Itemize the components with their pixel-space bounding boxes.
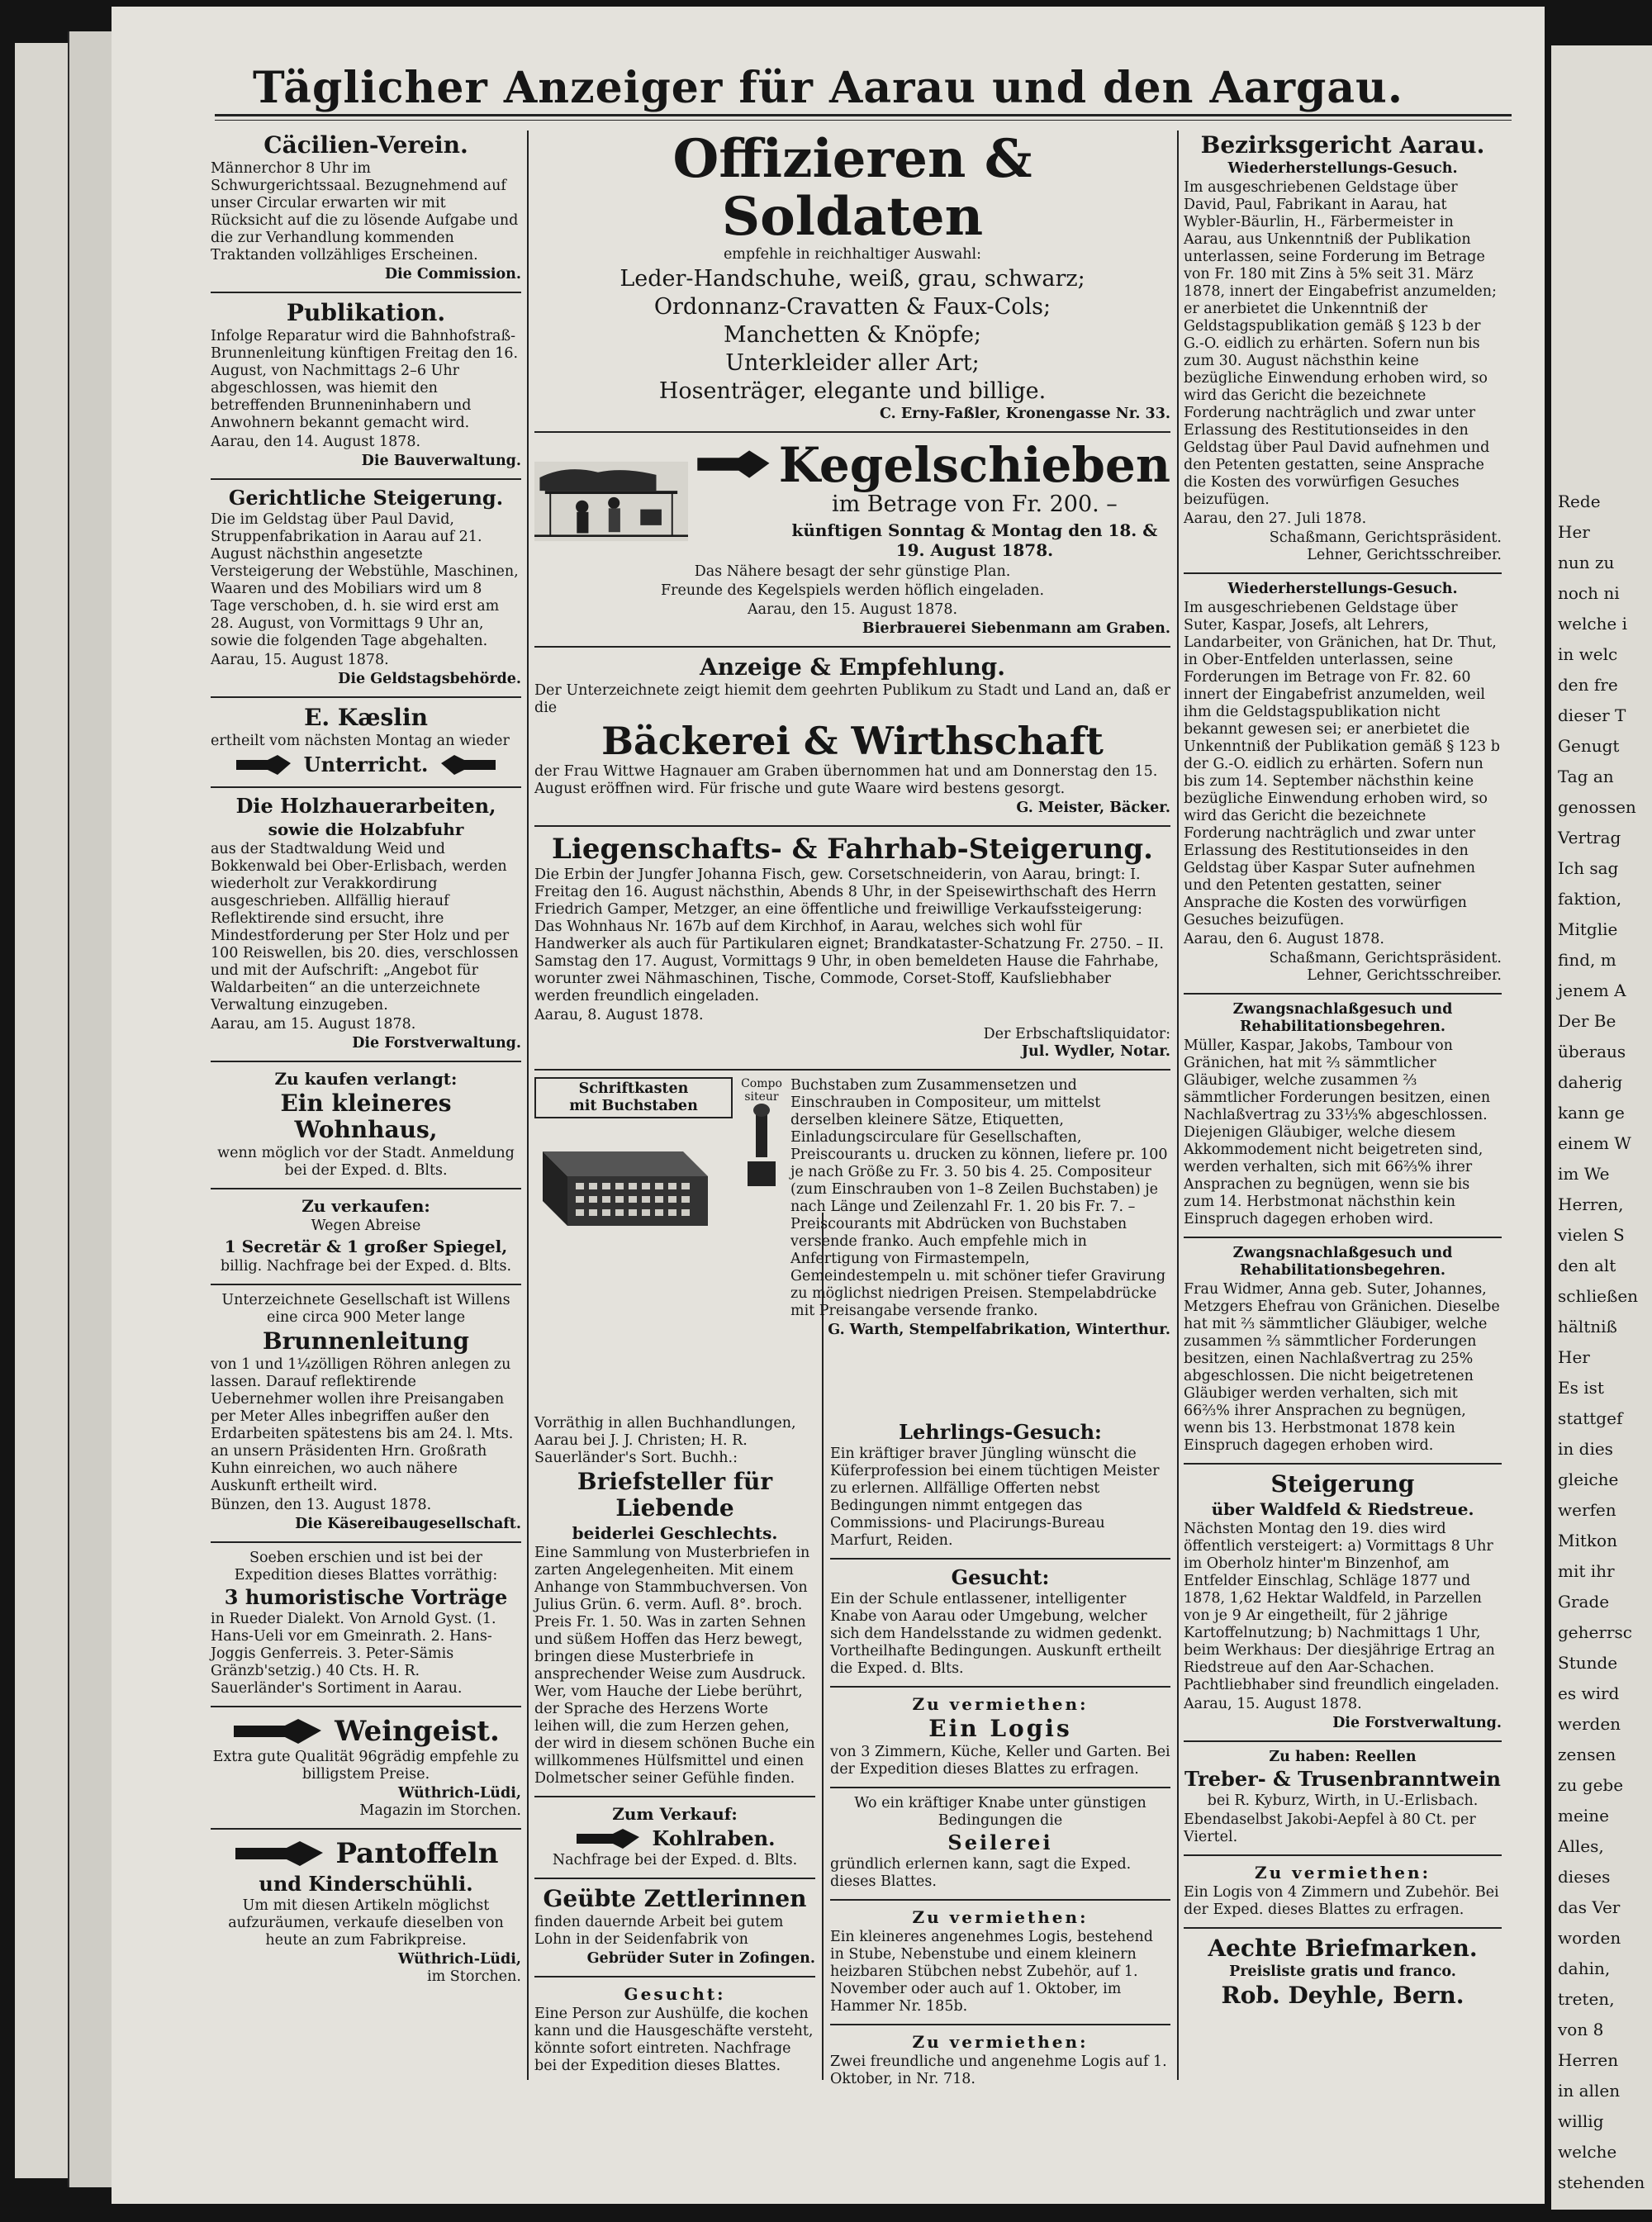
adjacent-page-line: daherig <box>1558 1072 1623 1092</box>
ad-text: aus der Stadtwaldung Weid und Bokkenwald bei Ober-Erlisbach, werden wiederholt zur Verakkordirung ausgeschrieben. Allfällig hierauf Reflektirende sind ersucht, ihre Mindestforderung per Ster Holz und per 100 Reiswellen, bis 20. dies, verschlossen und mit der Aufschrift: „Angebot für Waldarbeiten“ an die unterzeichnete Verwaltung einzugeben. <box>211 841 519 1014</box>
ad-anzeige-empfehlung <box>534 654 1170 817</box>
ad-line: Unterkleider aller Art; <box>725 350 980 376</box>
ad-text: Ebendaselbst Jakobi-Aepfel à 80 Ct. per Viertel. <box>1184 1811 1476 1845</box>
ad-text: Müller, Kaspar, Jakobs, Tambour von Gränichen, hat mit ⅔ sämmtlicher Gläubiger, welche zusammen ⅔ sämmtlicher Forderungen besitzen, einen Nachlaßvertrag zu 33⅓% abgeschlossen. Diejenigen Gläubiger, welche diesem Akkommodement nicht beigetreten sind, werden verhalten, sich mit 66⅔% ihrer Ansprachen zu begnügen, wenn sie bis zum 14. Herbstmonat nächsthin kein Einspruch dagegen erhoben wird. <box>1184 1037 1491 1227</box>
ad-weingeist <box>211 1714 521 1820</box>
ad-kicker: Zu vermiethen: <box>912 1907 1089 1927</box>
ad-title: Zwangsnachlaßgesuch und Rehabilitationsbegehren. <box>1232 1245 1453 1279</box>
divider <box>1184 993 1502 995</box>
ad-title: Gerichtliche Steigerung. <box>228 486 504 510</box>
ad-text: billig. Nachfrage bei der Exped. d. Blts. <box>220 1258 512 1275</box>
adjacent-page-line: genossen <box>1558 797 1636 817</box>
ad-signature-place: im Storchen. <box>427 1968 521 1985</box>
ad-kicker: Zu kaufen verlangt: <box>274 1069 458 1089</box>
ad-title: Brunnenleitung <box>263 1327 469 1355</box>
ad-title: Liegenschafts- & Fahrhab-Steigerung. <box>552 833 1153 866</box>
ad-signature: Gebrüder Suter in Zofingen. <box>586 1950 815 1967</box>
ad-date: Aarau, den 14. August 1878. <box>211 434 421 450</box>
ad-logis <box>830 1694 1170 1778</box>
ad-holzhauerarbeiten <box>211 795 521 1052</box>
column-1 <box>211 131 521 1994</box>
ad-text: Frau Widmer, Anna geb. Suter, Johannes, Metzgers Ehefrau von Gränichen. Dieselbe hat mit ⅔ sämmtlicher Gläubiger, welche zusammen ⅔ sämmtlicher Forderungen besitzen, einen Nachlaßvertrag zu 25% abgeschlossen. Die nicht beigetretenen Gläubiger werden verhalten, sich mit 66⅔% ihrer Ansprachen zu begnügen, wenn bis 13. Herbstmonat 1878 kein Einspruch dagegen erhoben wird. <box>1184 1281 1500 1454</box>
ad-subtitle: Wiederherstellungs-Gesuch. <box>1227 160 1458 177</box>
ad-title: Anzeige & Empfehlung. <box>699 653 1006 681</box>
adjacent-page-line: stattgef <box>1558 1408 1623 1428</box>
column-2b <box>830 1419 1170 2096</box>
kohlraben-row <box>534 1826 815 1852</box>
adjacent-page-line: schließen <box>1558 1286 1639 1306</box>
adjacent-page-line: in allen <box>1558 2081 1621 2101</box>
column-3 <box>1184 131 1502 2017</box>
ad-schriftkasten <box>534 1077 1170 1339</box>
adjacent-page-line: das Ver <box>1558 1897 1621 1917</box>
adjacent-page-line: den alt <box>1558 1256 1616 1275</box>
adjacent-page-line: Es ist <box>1558 1378 1604 1398</box>
adjacent-page-line: faktion, <box>1558 889 1622 909</box>
divider <box>1184 1463 1502 1465</box>
ad-text: ertheilt vom nächsten Montag an wieder <box>211 733 510 749</box>
ad-text: Die im Geldstag über Paul David, Struppenfabrikation in Aarau auf 21. August nächsthin angesetzte Versteigerung der Webstühle, Maschinen, Waaren und des Mobiliars wird um 8 Tage verschoben, d. h. sie wird erst am 28. August, von Vormittags 9 Uhr an, sowie die folgenden Tage abgehalten. <box>211 511 519 649</box>
ad-signature: Wüthrich-Lüdi, <box>398 1785 521 1802</box>
ad-title: Steigerung <box>1270 1470 1415 1498</box>
ad-signature: Lehner, Gerichtsschreiber. <box>1307 967 1502 984</box>
adjacent-page-line: Mitkon <box>1558 1531 1617 1550</box>
divider <box>534 825 1170 827</box>
ad-text: Unterzeichnete Gesellschaft ist Willens eine circa 900 Meter lange <box>221 1292 510 1326</box>
adjacent-page-line: stehenden <box>1558 2172 1645 2192</box>
ad-text: Ein kleineres angenehmes Logis, bestehend in Stube, Nebenstube und einem kleinern heizbaren Stübchen nebst Zubehör, auf 1. November oder auch auf 1. Oktober, im Hammer Nr. 185b. <box>830 1929 1153 2015</box>
ad-signature: Der Erbschaftsliquidator: <box>983 1026 1170 1042</box>
column-rule <box>1177 131 1179 2080</box>
ad-title: Geübte Zettlerinnen <box>543 1885 807 1912</box>
adjacent-page-line: den fre <box>1558 675 1618 695</box>
ad-zwangsnachlass-2 <box>1184 1245 1502 1455</box>
ad-wohnhaus <box>211 1069 521 1180</box>
adjacent-page-edge <box>1551 45 1652 2210</box>
ad-text: der Frau Wittwe Hagnauer am Graben übernommen hat und am Donnerstag den 15. August eröffnen wird. Für frische und gute Waare wird bestens gesorgt. <box>534 763 1158 797</box>
ad-briefmarken <box>1184 1935 1502 2009</box>
adjacent-page-line: einem W <box>1558 1133 1631 1153</box>
ad-signature-place: Magazin im Storchen. <box>359 1802 521 1819</box>
divider <box>1184 572 1502 574</box>
adjacent-page-line: Grade <box>1558 1592 1610 1612</box>
divider <box>211 292 521 293</box>
adjacent-page-line: Der Be <box>1558 1011 1616 1031</box>
ad-signature: Die Commission. <box>384 266 521 282</box>
ad-title: 3 humoristische Vorträge <box>224 1585 508 1609</box>
ad-kegelschieben <box>534 439 1170 638</box>
ad-text: Der Unterzeichnete zeigt hiemit dem geehrten Publikum zu Stadt und Land an, daß er die <box>534 682 1170 716</box>
ad-date: Aarau, den 15. August 1878. <box>747 601 958 618</box>
ad-signature: C. Erny-Faßler, Kronengasse Nr. 33. <box>880 406 1170 422</box>
ad-title: Offizieren & Soldaten <box>672 128 1032 248</box>
masthead-rule <box>215 114 1512 116</box>
adjacent-page-line: hältniß <box>1558 1317 1617 1337</box>
ad-text: Im ausgeschriebenen Geldstage über David, Paul, Fabrikant in Aarau, hat Wybler-Bäurlin, H., Färbermeister in Aarau, aus Unkenntniß der Publikation unterlassen, seine Forderung im Betrage von Fr. 180 mit Zins à 5% seit 31. März 1878, innert der Eingabefrist anzumelden; er anerbietet die Unkenntniß der Geldstagspublikation gemäß § 123 b der G.-O. eidlich zu erhärten. Sofern nun bis zum 30. August nächsthin keine bezügliche Einwendung erhoben wird, so wird das Gericht die bezeichnete Forderung nachträglich und zwar unter Erlassung des Restitutionseides in den Geldstag über Paul David aufnehmen und den Petenten gestatten, seine Ansprache die Kosten des vorwürfigen Gesuches beizufügen. <box>1184 179 1497 508</box>
ad-signature: Die Forstverwaltung. <box>1332 1715 1502 1731</box>
ad-lehrling <box>830 1421 1170 1550</box>
ad-date: Aarau, am 15. August 1878. <box>211 1016 416 1033</box>
ad-signature: G. Warth, Stempelfabrikation, Winterthur. <box>828 1322 1170 1338</box>
adjacent-page-line: welche <box>1558 2142 1617 2162</box>
ad-signature: Bierbrauerei Siebenmann am Graben. <box>862 620 1170 637</box>
divider <box>1184 1854 1502 1856</box>
ad-text: bei R. Kyburz, Wirth, in U.-Erlisbach. <box>1207 1792 1479 1809</box>
pointing-hand-icon <box>234 1840 325 1868</box>
ad-pantoffeln <box>211 1836 521 1986</box>
unterricht-row <box>211 752 521 778</box>
ad-signature: Rob. Deyhle, Bern. <box>1221 1982 1464 2009</box>
ad-logis-3 <box>830 2032 1170 2088</box>
ad-text: Infolge Reparatur wird die Bahnhofstraß-Brunnenleitung künftigen Freitag den 16. August, von Nachmittags 2–6 Uhr abgeschlossen, was hiemit den betreffenden Brunneninhabern und Anwohnern bekannt gemacht wird. <box>211 328 519 431</box>
divider <box>534 646 1170 648</box>
adjacent-page-line: Herren, <box>1558 1194 1624 1214</box>
ad-zettlerinnen <box>534 1886 815 1968</box>
ad-invite: Freunde des Kegelspiels werden höflich eingeladen. <box>660 582 1045 599</box>
ad-title: Ein kleineres Wohnhaus, <box>280 1090 452 1143</box>
adjacent-page-line: gleiche <box>1558 1469 1619 1489</box>
pointing-hand-icon <box>235 753 292 776</box>
ad-text: Ein Logis von 4 Zimmern und Zubehör. Bei der Exped. dieses Blattes zu erfragen. <box>1184 1884 1499 1918</box>
ad-text: Nachfrage bei der Exped. d. Blts. <box>552 1852 798 1868</box>
ad-gesucht-knabe <box>830 1566 1170 1678</box>
adjacent-page-line: meine <box>1558 1806 1609 1826</box>
ad-steigerung-waldfeld <box>1184 1471 1502 1732</box>
divider <box>830 1686 1170 1688</box>
ad-title: Cäcilien-Verein. <box>263 131 468 159</box>
ad-title: Publikation. <box>286 299 446 326</box>
adjacent-page-line: find, m <box>1558 950 1616 970</box>
adjacent-page-line: worden <box>1558 1928 1621 1948</box>
ad-kicker: Zu vermiethen: <box>912 1694 1089 1714</box>
ad-secretaer <box>211 1196 521 1275</box>
divider <box>211 786 521 788</box>
ad-treber <box>1184 1749 1502 1846</box>
adjacent-page-line: von 8 <box>1558 2020 1604 2039</box>
ad-line: Hosenträger, elegante und billige. <box>658 378 1047 404</box>
schriftkasten-figure <box>534 1077 733 1322</box>
ad-text: finden dauernde Arbeit bei gutem Lohn in der Seidenfabrik von <box>534 1914 784 1948</box>
ad-wiederherstellung <box>1184 581 1502 985</box>
ad-date: Aarau, 8. August 1878. <box>534 1007 704 1023</box>
ad-title: Gesucht: <box>951 1565 1050 1589</box>
adjacent-page-line: Alles, <box>1558 1836 1604 1856</box>
ad-title: Ein Logis <box>928 1715 1072 1742</box>
divider <box>534 1796 815 1797</box>
ad-logis-4 <box>1184 1863 1502 1919</box>
ad-subtitle: über Waldfeld & Riedstreue. <box>1211 1499 1474 1519</box>
ad-title: E. Kæslin <box>304 704 428 731</box>
adjacent-page-line: dahin, <box>1558 1958 1611 1978</box>
kegel-row <box>534 439 1170 563</box>
adjacent-page-line: es wird <box>1558 1683 1620 1703</box>
ad-kicker: Zu vermiethen: <box>912 2032 1089 2052</box>
adjacent-page-line: werfen <box>1558 1500 1616 1520</box>
adjacent-page-line: Vertrag <box>1558 828 1621 847</box>
type-case-illustration <box>534 1118 716 1251</box>
ad-title: Briefsteller für Liebende <box>577 1468 773 1522</box>
pointing-hand-icon <box>439 753 497 776</box>
adjacent-page-line: Herren <box>1558 2050 1619 2070</box>
ad-text: Soeben erschien und ist bei der Expedition dieses Blattes vorräthig: <box>234 1550 498 1583</box>
ad-date: Bünzen, den 13. August 1878. <box>211 1497 432 1513</box>
ad-text: Buchstaben zum Zusammensetzen und Einschrauben in Compositeur, um mittelst derselben kleinere Sätze, Etiquetten, Einladungscirculare für Gesellschaften, Preiscourants u. drucken zu können, liefere pr. 100 je nach Größe zu Fr. 3. 50 bis 4. 25. Compositeur (zum Einschrauben von 1–8 Zeilen Buchstaben) je nach Länge und Zeilenzahl Fr. 1. 20 bis Fr. 7. – Preiscourants mit Abdrücken von Buchstaben versende franko. Auch empfehle mich in Anfertigung von Firmastempeln, Gemeindestempeln u. mit schöner tiefer Gravirung zu möglichst niedrigen Preisen. Stempelabdrücke mit Preisangabe versende franko. <box>790 1077 1168 1319</box>
ad-signature: Schaßmann, Gerichtspräsident. <box>1269 950 1502 966</box>
adjacent-page-line: vielen S <box>1558 1225 1625 1245</box>
ad-text: Die Erbin der Jungfer Johanna Fisch, gew. Corsetschneiderin, von Aarau, bringt: I. Freitag den 16. August nächsthin, Abends 8 Uhr, in der Speisewirthschaft des Herrn Friedrich Gamper, Metzger, an eine öffentliche und freiwillige Verkaufssteigerung: Das Wohnhaus Nr. 167b auf dem Kirchhof, in Aarau, welches sich wohl für Handwerker als auch für Partikularen eignet; Brandkataster-Schatzung Fr. 2750. – II. Samstag den 17. August, Vormittags 9 Uhr, in oben bemeldeten Hause die Fahrhabe, worunter zwei Nähmaschinen, Tische, Commode, Corset-Stoff, Kaufsliebhaber werden freundlich eingeladen. <box>534 866 1164 1004</box>
ad-kicker: Zum Verkauf: <box>612 1804 738 1824</box>
ad-text: von 3 Zimmern, Küche, Keller und Garten. Bei der Expedition dieses Blattes zu erfragen. <box>830 1744 1170 1778</box>
box-label-line: Schriftkasten <box>578 1080 689 1097</box>
ad-date: Aarau, den 6. August 1878. <box>1184 931 1384 947</box>
ad-title: Lehrlings-Gesuch: <box>899 1420 1102 1444</box>
ad-title: Zwangsnachlaßgesuch und Rehabilitationsbegehren. <box>1232 1001 1453 1035</box>
divider <box>534 1069 1170 1071</box>
ad-text: Ein kräftiger braver Jüngling wünscht die Küferprofession bei einem tüchtigen Meister zu erlernen. Allfällige Offerten nebst Bedingungen nimmt entgegen das Commissions- und Placirungs-Bureau Marfurt, Reiden. <box>830 1446 1160 1549</box>
ad-subtitle: und Kinderschühli. <box>259 1872 473 1896</box>
ad-caecilien <box>211 132 521 283</box>
divider <box>534 1976 815 1977</box>
divider <box>830 1787 1170 1788</box>
ad-signature: Schaßmann, Gerichtspräsident. <box>1269 529 1502 546</box>
ad-briefsteller <box>534 1415 815 1788</box>
ad-logis-2 <box>830 1907 1170 2015</box>
ad-text: in Rueder Dialekt. Von Arnold Gyst. (1. Hans-Ueli vor em Gmeinrath. 2. Hans-Joggis Genferreis. 3. Peter-Sämis Gränzb'setzig.) 40 Cts. H. R. Sauerländer's Sortiment in Aarau. <box>211 1611 496 1697</box>
ad-line: Manchetten & Knöpfe; <box>723 322 982 348</box>
adjacent-page-line: zensen <box>1558 1745 1616 1764</box>
ad-kaeslin <box>211 705 521 778</box>
divider <box>1184 1740 1502 1742</box>
adjacent-page-line: in dies <box>1558 1439 1613 1459</box>
ad-text: Ein der Schule entlassener, intelligenter Knabe von Aarau oder Umgebung, welcher sich dem Handelsstande zu widmen gedenkt. Vortheilhafte Bedingungen. Auskunft ertheilt die Exped. d. Blts. <box>830 1591 1163 1677</box>
pointing-hand-icon <box>696 439 771 489</box>
ad-big-title: Bäckerei & Wirthschaft <box>601 719 1104 763</box>
ad-note: Das Nähere besagt der sehr günstige Plan. <box>694 563 1011 580</box>
pointing-hand-icon <box>575 1827 641 1850</box>
ad-title: Kegelschieben <box>778 437 1170 493</box>
divider <box>534 1878 815 1879</box>
divider <box>211 1284 521 1285</box>
ad-title: 1 Secretär & 1 großer Spiegel, <box>224 1237 508 1256</box>
adjacent-page-line: zu gebe <box>1558 1775 1624 1795</box>
ad-kicker: Zu haben: Reellen <box>1269 1749 1417 1765</box>
masthead-rule <box>215 120 1512 121</box>
adjacent-page-line: nun zu <box>1558 553 1615 572</box>
ad-text: gründlich erlernen kann, sagt die Exped. dieses Blattes. <box>830 1856 1132 1890</box>
ad-title: Treber- & Trusenbranntwein <box>1184 1767 1501 1791</box>
adjacent-page-line: im We <box>1558 1164 1610 1184</box>
divider <box>211 478 521 480</box>
adjacent-page-line: treten, <box>1558 1989 1615 2009</box>
adjacent-page-line: noch ni <box>1558 583 1620 603</box>
ad-text: von 1 und 1¼zölligen Röhren anlegen zu lassen. Darauf reflektirende Uebernehmer wollen ihre Preisangaben per Meter Alles inbegriffen außer den Erdarbeiten spätestens bis am 24. l. Mts. an unsern Präsidenten Hrn. Großrath Kuhn einreichen, wo auch nähere Auskunft ertheilt wird. <box>211 1356 514 1494</box>
adjacent-page-line: mit ihr <box>1558 1561 1615 1581</box>
ad-subtitle: sowie die Holzabfuhr <box>268 819 464 839</box>
pantoffeln-row <box>211 1836 521 1871</box>
ad-amount: im Betrage von Fr. 200. – <box>831 491 1118 517</box>
ad-text: Eine Person zur Aushülfe, die kochen kann und die Hausgeschäfte versteht, könnte sofort eintreten. Nachfrage bei der Expedition dieses Blattes. <box>534 2006 814 2074</box>
ad-kicker: Zu verkaufen: <box>301 1196 430 1216</box>
adjacent-page-line: Her <box>1558 1347 1590 1367</box>
adjacent-page-line: Her <box>1558 522 1590 542</box>
adjacent-page-line: Rede <box>1558 491 1601 511</box>
ad-seilerei <box>830 1795 1170 1891</box>
ad-title: Pantoffeln <box>335 1837 499 1870</box>
newspaper-page <box>112 7 1545 2204</box>
adjacent-page-line: Stunde <box>1558 1653 1618 1673</box>
box-label <box>534 1077 733 1118</box>
ad-kohlraben <box>534 1804 815 1869</box>
ad-brunnenleitung <box>211 1292 521 1533</box>
ad-signature: Lehner, Gerichtsschreiber. <box>1307 547 1502 563</box>
divider <box>534 431 1170 433</box>
ad-text: Männerchor 8 Uhr im Schwurgerichtssaal. Bezugnehmend auf unser Circular erwarten wir mit Rücksicht auf die zu lösende Aufgabe und die zur Verhandlung kommenden Traktanden vollzähliges Erscheinen. <box>211 160 519 264</box>
divider <box>211 1828 521 1830</box>
weingeist-row <box>211 1714 521 1749</box>
ad-bezirksgericht <box>1184 132 1502 564</box>
adjacent-page-line: dieser T <box>1558 705 1626 725</box>
ad-signature: G. Meister, Bäcker. <box>1016 800 1170 816</box>
ad-text: Im ausgeschriebenen Geldstage über Suter, Kaspar, Josefs, alt Lehrers, Landarbeiter, von Gränichen, hat Dr. Thut, in Ober-Entfelden unterlassen, seine Forderungen im Betrage von Fr. 82. 60 innert der Eingabefrist anzumelden, weil ihm die Geldstagspublikation nicht bekannt gewesen sei; er anerbietet die Unkenntniß der Publikation gemäß § 123 b der G.-O. eidlich zu erhärten. Sofern nun bis zum 14. September nächsthin keine bezügliche Einwendung erhoben wird, so wird das Gericht die bezeichnete Forderung nachträglich und zwar unter Erlassung des Restitutionseides in den Geldstag über Kaspar Suter aufnehmen und den Petenten gestatten, seiner Ansprache die Kosten des vorwürfigen Gesuches beizufügen. <box>1184 600 1500 928</box>
ad-zwangsnachlass-1 <box>1184 1001 1502 1228</box>
adjacent-page-line: willig <box>1558 2111 1604 2131</box>
ad-gerichtliche-steigerung <box>211 487 521 688</box>
ad-title: Seilerei <box>947 1830 1053 1854</box>
adjacent-page-line: überaus <box>1558 1042 1626 1061</box>
ad-liegenschaft <box>534 833 1170 1061</box>
stamp-icon <box>741 1104 782 1194</box>
ad-kicker: Zu vermiethen: <box>1255 1863 1431 1883</box>
compositeur-figure <box>741 1077 782 1322</box>
divider <box>1184 1927 1502 1929</box>
adjacent-page-line: Tag an <box>1558 767 1614 786</box>
ad-title: Wiederherstellungs-Gesuch. <box>1227 581 1458 597</box>
ad-dates: künftigen Sonntag & Montag den 18. & 19. August 1878. <box>791 520 1158 560</box>
ad-title: Weingeist. <box>335 1715 500 1748</box>
pointing-hand-icon <box>232 1717 323 1745</box>
ad-date: Aarau, 15. August 1878. <box>211 652 389 668</box>
ad-signature: Jul. Wydler, Notar. <box>1021 1043 1170 1060</box>
column-2 <box>534 128 1170 1347</box>
ad-line: Leder-Handschuhe, weiß, grau, schwarz; <box>620 266 1085 292</box>
divider <box>830 1558 1170 1560</box>
column-rule <box>527 131 529 2080</box>
ad-title: Gesucht: <box>624 1984 726 2004</box>
ad-signature: Die Käsereibaugesellschaft. <box>295 1516 521 1532</box>
divider <box>211 696 521 698</box>
divider <box>1184 1237 1502 1238</box>
adjacent-page-line: welche i <box>1558 614 1628 634</box>
ad-text: Um mit diesen Artikeln möglichst aufzuräumen, verkaufe dieselben von heute an zum Fabrikpreise. <box>228 1897 504 1949</box>
ad-line: Ordonnanz-Cravatten & Faux-Cols; <box>653 294 1051 320</box>
kegel-text <box>779 439 1170 562</box>
bowling-scene-illustration <box>534 439 688 563</box>
ad-text: Zwei freundliche und angenehme Logis auf 1. Oktober, in Nr. 718. <box>830 2053 1167 2087</box>
column-2a <box>534 1415 815 2083</box>
adjacent-page-line: geherrsc <box>1558 1622 1632 1642</box>
schriftkasten-row <box>534 1077 1170 1322</box>
adjacent-page-line: Ich sag <box>1558 858 1619 878</box>
page-edge <box>15 43 73 2178</box>
divider <box>211 1706 521 1707</box>
adjacent-page-line: Mitglie <box>1558 919 1618 939</box>
divider <box>211 1188 521 1189</box>
ad-lead: empfehle in reichhaltiger Auswahl: <box>723 246 982 263</box>
side-label: Compositeur <box>741 1077 782 1104</box>
adjacent-page-line: jenem A <box>1558 980 1626 1000</box>
ad-signature: Die Bauverwaltung. <box>361 453 521 469</box>
adjacent-page-line: Genugt <box>1558 736 1620 756</box>
ad-subtitle: beiderlei Geschlechts. <box>572 1523 778 1543</box>
ad-text: Eine Sammlung von Musterbriefen in zarten Angelegenheiten. Mit einem Anhange von Stammbuchversen. Von Julius Grün. 6. verm. Aufl. 8°. broch. Preis Fr. 1. 50. Was in zarten Sehnen und süßem Hoffen das Herz bewegt, bringen diese Musterbriefe in ansprechender Weise zum Ausdruck. Wer, vom Hauche der Liebe berührt, der Sprache des Herzens Worte leihen will, die zum Herzen gehen, der wird in diesem schönen Buche ein willkommenes Hülfsmittel und einen Dolmetscher seiner Gefühle finden. <box>534 1545 815 1787</box>
ad-date: Aarau, den 27. Juli 1878. <box>1184 510 1367 527</box>
ad-title: Kohlraben. <box>652 1826 776 1850</box>
ad-signature: Die Geldstagsbehörde. <box>338 671 521 687</box>
masthead: Täglicher Anzeiger für Aarau und den Aargau. <box>253 63 1403 113</box>
divider <box>830 2024 1170 2025</box>
ad-signature: Wüthrich-Lüdi, <box>398 1951 521 1968</box>
ad-text: Extra gute Qualität 96grädig empfehle zu billigstem Preise. <box>212 1749 520 1783</box>
adjacent-page-line: werden <box>1558 1714 1621 1734</box>
divider <box>211 1541 521 1543</box>
ad-date: Aarau, 15. August 1878. <box>1184 1696 1362 1712</box>
divider <box>830 1899 1170 1901</box>
ad-title: Die Holzhauerarbeiten, <box>235 794 496 818</box>
ad-title: Aechte Briefmarken. <box>1208 1935 1478 1962</box>
ad-word: Unterricht. <box>303 753 429 776</box>
ad-subtitle: Preisliste gratis und franco. <box>1229 1963 1456 1980</box>
adjacent-page-line: kann ge <box>1558 1103 1625 1123</box>
adjacent-page-line: in welc <box>1558 644 1618 664</box>
box-label-line: mit Buchstaben <box>569 1098 698 1114</box>
ad-text: Wegen Abreise <box>311 1218 421 1234</box>
ad-vortraege <box>211 1550 521 1697</box>
divider <box>211 1061 521 1062</box>
ad-text: Wo ein kräftiger Knabe unter günstigen Bedingungen die <box>854 1795 1146 1829</box>
ad-text: Vorräthig in allen Buchhandlungen, Aarau bei J. J. Christen; H. R. Sauerländer's Sort. Buchh.: <box>534 1415 796 1466</box>
ad-signature: Die Forstverwaltung. <box>352 1035 521 1052</box>
adjacent-page-line: dieses <box>1558 1867 1611 1887</box>
ad-text: Nächsten Montag den 19. dies wird öffentlich versteigert: a) Vormittags 8 Uhr im Oberholz hinter'm Binzenhof, am Entfelder Einschlag, Schläge 1877 und 1878, 1,62 Hektar Waldfeld, in Parzellen von je 9 Ar eingetheilt, für 2 jährige Kartoffelnutzung; b) Nachmittags 1 Uhr, beim Werkhaus: Der diesjährige Ertrag an Riedstreue auf den Aar-Schachen. Pachtliebhaber sind freundlich eingeladen. <box>1184 1521 1500 1693</box>
ad-text: wenn möglich vor der Stadt. Anmeldung bei der Exped. d. Blts. <box>217 1145 515 1179</box>
ad-offizieren <box>534 128 1170 423</box>
ad-title: Bezirksgericht Aarau. <box>1200 131 1485 159</box>
ad-publikation <box>211 300 521 470</box>
ad-gesucht-person <box>534 1984 815 2075</box>
